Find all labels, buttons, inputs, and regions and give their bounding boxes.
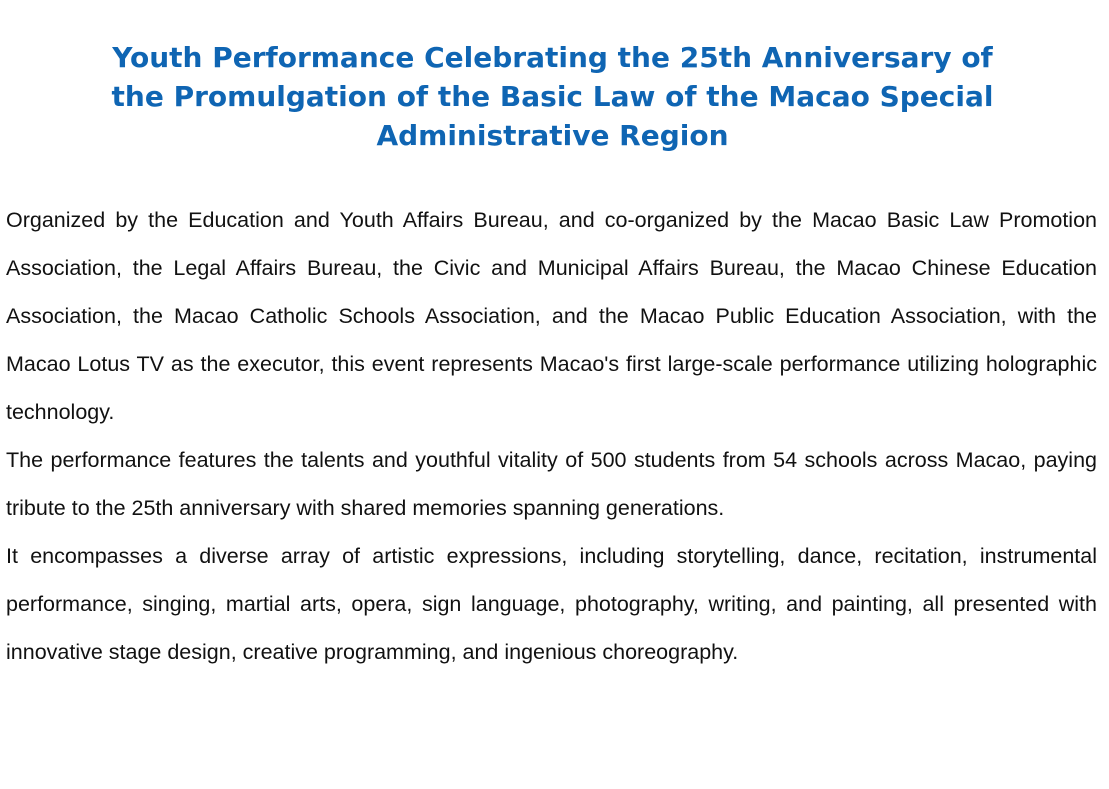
title-line-2: the Promulgation of the Basic Law of the Macao Special: [111, 80, 994, 113]
paragraph-art-forms: It encompasses a diverse array of artistic expressions, including storytelling, dance, recitation, instrumental performance, singing, martial arts, opera, sign language, photography, writing, and painting, all presented with innovative stage design, creative programming, and ingenious choreography.: [6, 544, 1097, 664]
title-line-1: Youth Performance Celebrating the 25th Anniversary of: [112, 41, 993, 74]
title-line-3: Administrative Region: [376, 119, 729, 152]
document-body: [6, 196, 1097, 676]
paragraph-organizers: Organized by the Education and Youth Affairs Bureau, and co-organized by the Macao Basic Law Promotion Association, the Legal Affairs Bureau, the Civic and Municipal Affairs Bureau, the Macao Chinese Education Association, the Macao Catholic Schools Association, and the Macao Public Education Association, with the Macao Lotus TV as the executor, this event represents Macao's first large-scale performance utilizing holographic technology.: [6, 208, 1097, 424]
paragraph-performers: The performance features the talents and youthful vitality of 500 students from 54 schools across Macao, paying tribute to the 25th anniversary with shared memories spanning generations.: [6, 448, 1097, 520]
document-title: [40, 38, 1065, 155]
